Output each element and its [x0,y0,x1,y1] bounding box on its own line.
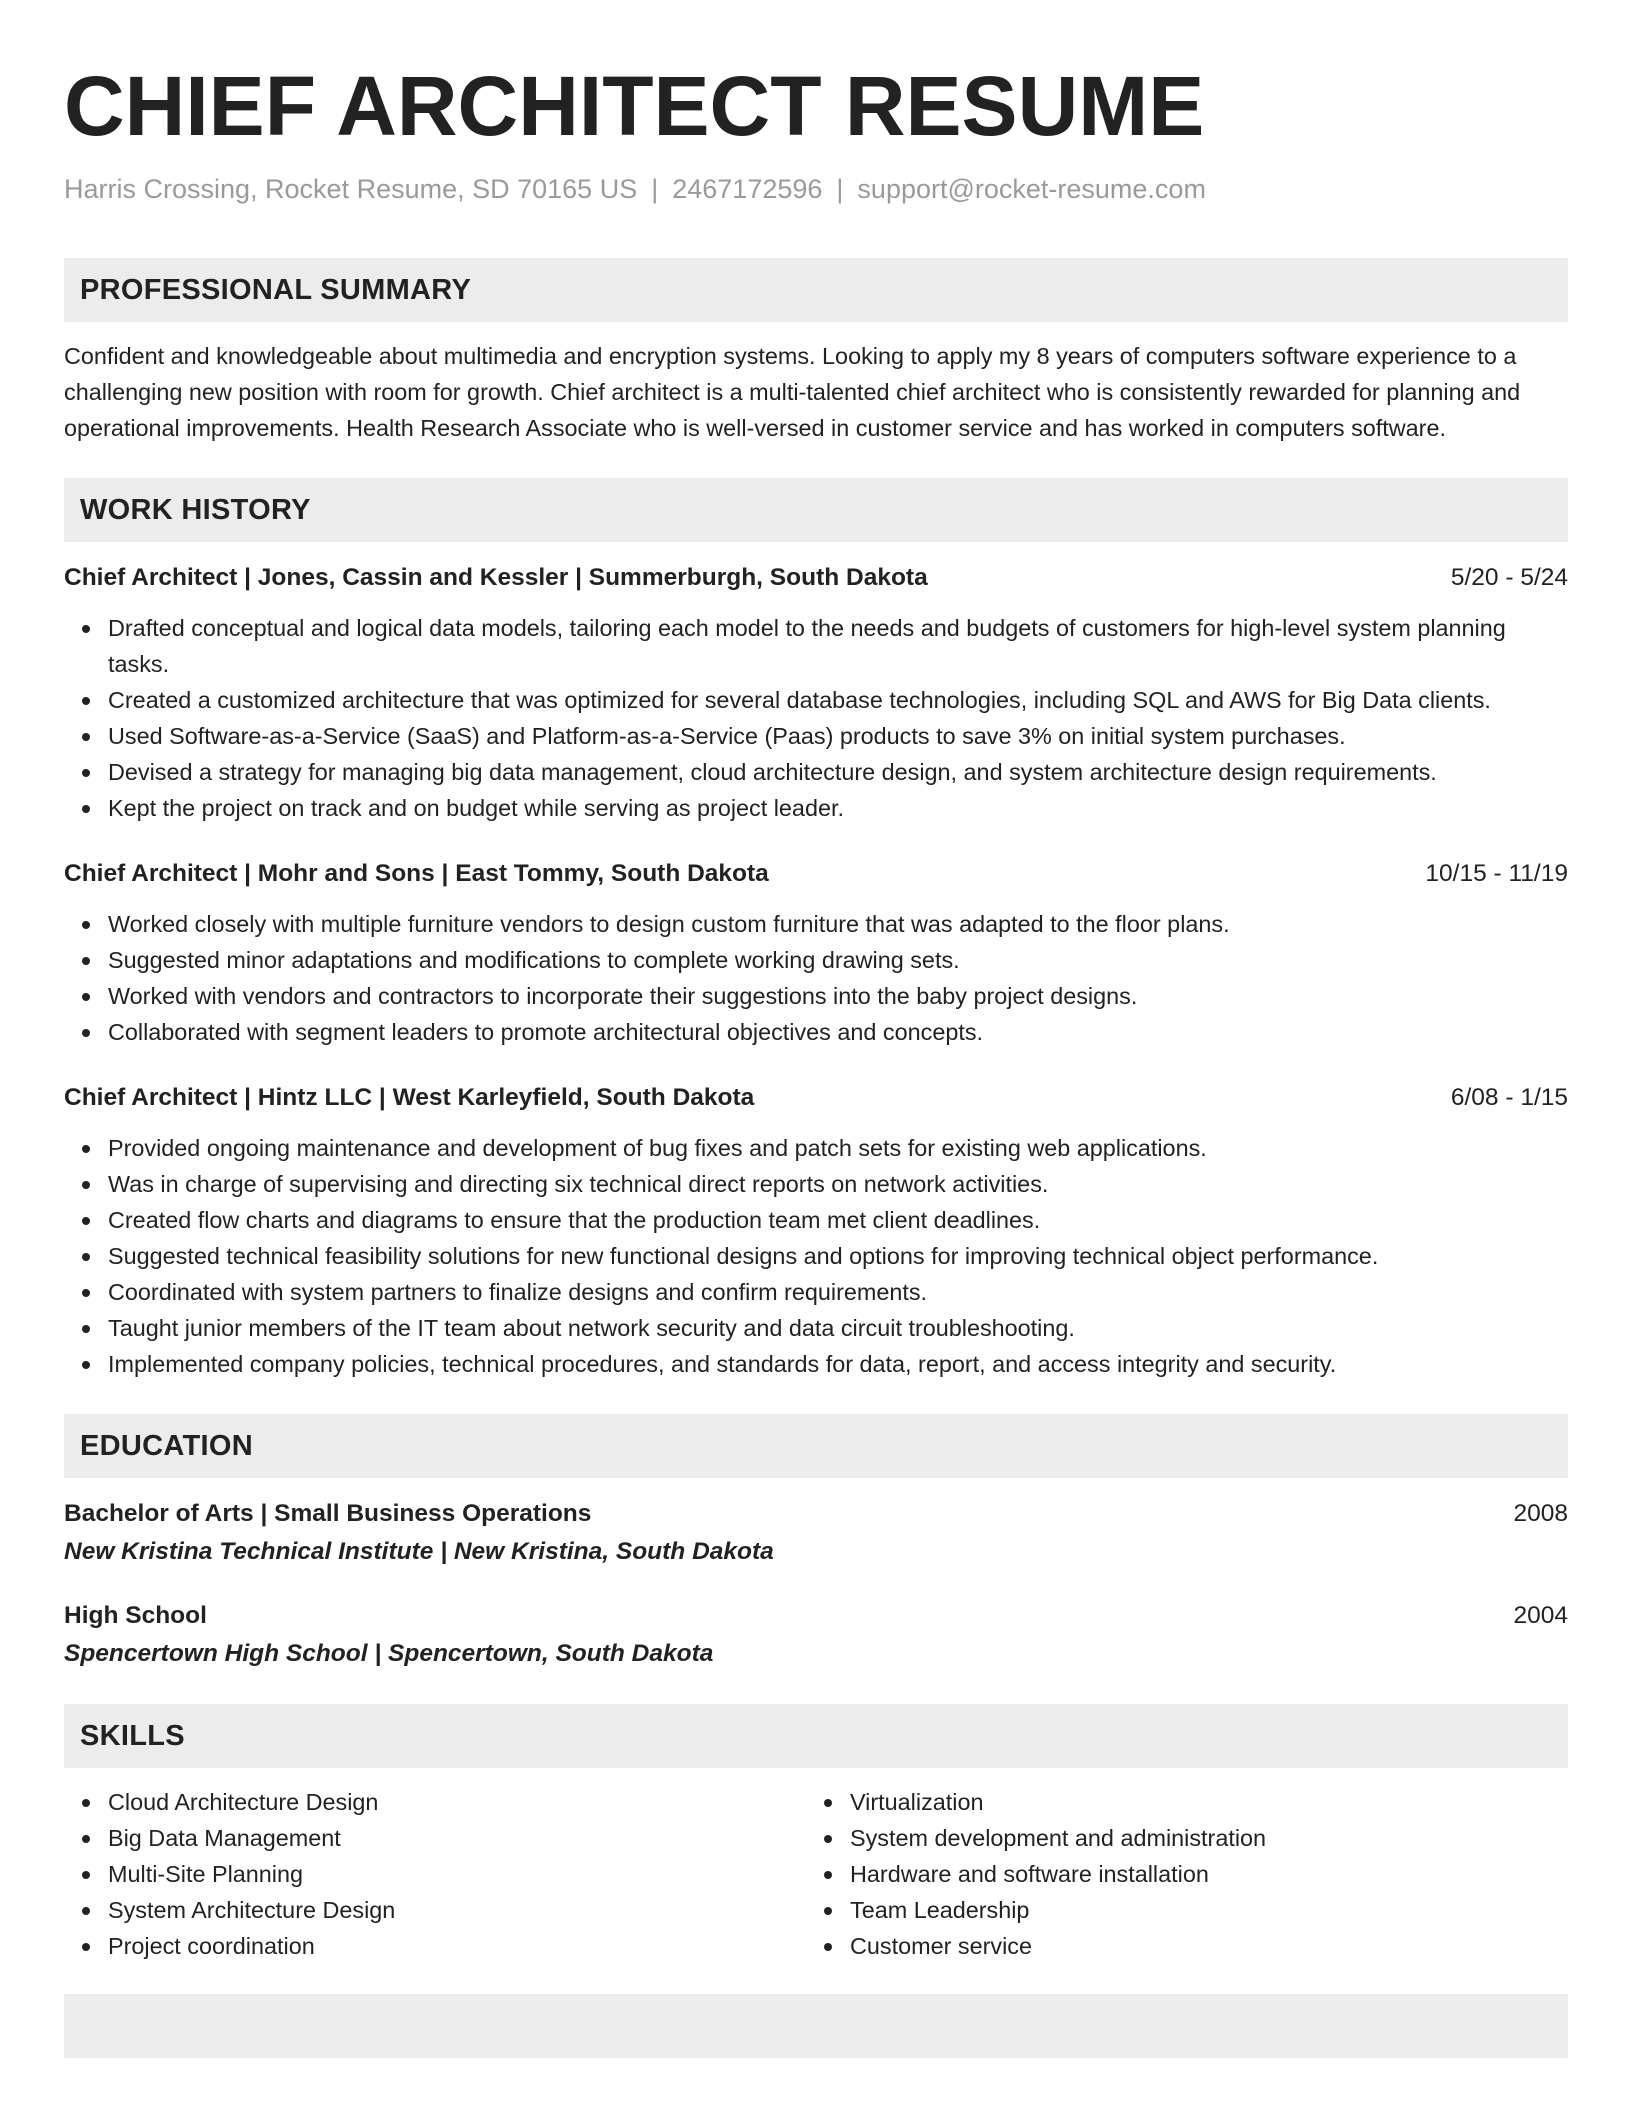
job-header [64,560,1568,596]
education-header [64,1598,1568,1634]
skill-item: Virtualization [850,1784,1548,1820]
skill-item: Big Data Management [108,1820,806,1856]
job-bullet: Collaborated with segment leaders to promote architectural objectives and concepts. [108,1014,1568,1050]
job-title: Chief Architect | Jones, Cassin and Kessler | Summerburgh, South Dakota [64,564,928,591]
job-bullets [64,1130,1568,1382]
job-bullet: Devised a strategy for managing big data management, cloud architecture design, and system architecture design requirements. [108,754,1568,790]
job-header [64,1080,1568,1116]
job-header [64,856,1568,892]
skill-item: Project coordination [108,1928,806,1964]
contact-phone: 2467172596 [672,174,823,204]
section-header-next [64,1994,1568,2058]
skills-grid [64,1784,1568,1964]
summary-text: Confident and knowledgeable about multimedia and encryption systems. Looking to apply my 8 years of computers software experience to a challenging new position with room for growth. Chief architect is a multi-talented chief architect who is consistently rewarded for planning and operational improvements. Health Research Associate who is well-versed in customer service and has worked in computers software. [64,343,1521,441]
job-title: Chief Architect | Mohr and Sons | East Tommy, South Dakota [64,860,769,887]
education-school: New Kristina Technical Institute | New Kristina, South Dakota [64,1538,774,1565]
section-header-work-history: WORK HISTORY [64,478,1568,542]
job-bullet: Worked closely with multiple furniture vendors to design custom furniture that was adapted to the floor plans. [108,906,1568,942]
education-year: 2008 [1513,1500,1568,1527]
section-header-skills: SKILLS [64,1704,1568,1768]
skill-item: Hardware and software installation [850,1856,1548,1892]
contact-email: support@rocket-resume.com [857,174,1206,204]
skills-column-left [64,1784,806,1964]
job-bullet: Created a customized architecture that was optimized for several database technologies, including SQL and AWS for Big Data clients. [108,682,1568,718]
skill-item: System Architecture Design [108,1892,806,1928]
skill-item: Multi-Site Planning [108,1856,806,1892]
job-bullets [64,906,1568,1050]
job-bullet: Kept the project on track and on budget while serving as project leader. [108,790,1568,826]
skill-item: Cloud Architecture Design [108,1784,806,1820]
job-bullet: Provided ongoing maintenance and development of bug fixes and patch sets for existing web applications. [108,1130,1568,1166]
job-bullet: Used Software-as-a-Service (SaaS) and Platform-as-a-Service (Paas) products to save 3% on initial system purchases. [108,718,1568,754]
job-entry [64,1080,1568,1382]
job-title: Chief Architect | Hintz LLC | West Karleyfield, South Dakota [64,1084,755,1111]
skill-item: System development and administration [850,1820,1548,1856]
contact-line [64,172,1568,206]
job-bullet: Taught junior members of the IT team about network security and data circuit troubleshooting. [108,1310,1568,1346]
work-history-list [64,560,1568,1382]
education-degree: High School [64,1602,207,1629]
job-dates: 5/20 - 5/24 [1450,564,1568,591]
education-header [64,1496,1568,1532]
education-degree: Bachelor of Arts | Small Business Operations [64,1500,592,1527]
contact-separator: | [651,174,659,204]
job-bullet: Suggested technical feasibility solutions for new functional designs and options for improving technical object performance. [108,1238,1568,1274]
education-entry [64,1598,1568,1672]
job-bullets [64,610,1568,826]
resume-title: CHIEF ARCHITECT RESUME [64,59,1205,153]
contact-separator: | [836,174,844,204]
job-bullet: Coordinated with system partners to finalize designs and confirm requirements. [108,1274,1568,1310]
contact-address: Harris Crossing, Rocket Resume, SD 70165 US [64,174,638,204]
job-bullet: Worked with vendors and contractors to incorporate their suggestions into the baby project designs. [108,978,1568,1014]
job-dates: 6/08 - 1/15 [1450,1084,1568,1111]
job-entry [64,560,1568,826]
job-bullet: Implemented company policies, technical procedures, and standards for data, report, and access integrity and security. [108,1346,1568,1382]
skills-list-left [64,1784,806,1964]
education-list [64,1496,1568,1672]
section-header-education: EDUCATION [64,1414,1568,1478]
job-entry [64,856,1568,1050]
job-dates: 10/15 - 11/19 [1425,860,1568,887]
skill-item: Team Leadership [850,1892,1548,1928]
skills-column-right [806,1784,1548,1964]
skill-item: Customer service [850,1928,1548,1964]
section-header-summary: PROFESSIONAL SUMMARY [64,258,1568,322]
job-bullet: Drafted conceptual and logical data models, tailoring each model to the needs and budgets of customers for high-level system planning tasks. [108,610,1568,682]
skills-list-right [806,1784,1548,1964]
education-school: Spencertown High School | Spencertown, South Dakota [64,1640,714,1667]
education-entry [64,1496,1568,1570]
job-bullet: Suggested minor adaptations and modifications to complete working drawing sets. [108,942,1568,978]
job-bullet: Was in charge of supervising and directing six technical direct reports on network activities. [108,1166,1568,1202]
job-bullet: Created flow charts and diagrams to ensure that the production team met client deadlines. [108,1202,1568,1238]
education-year: 2004 [1513,1602,1568,1629]
